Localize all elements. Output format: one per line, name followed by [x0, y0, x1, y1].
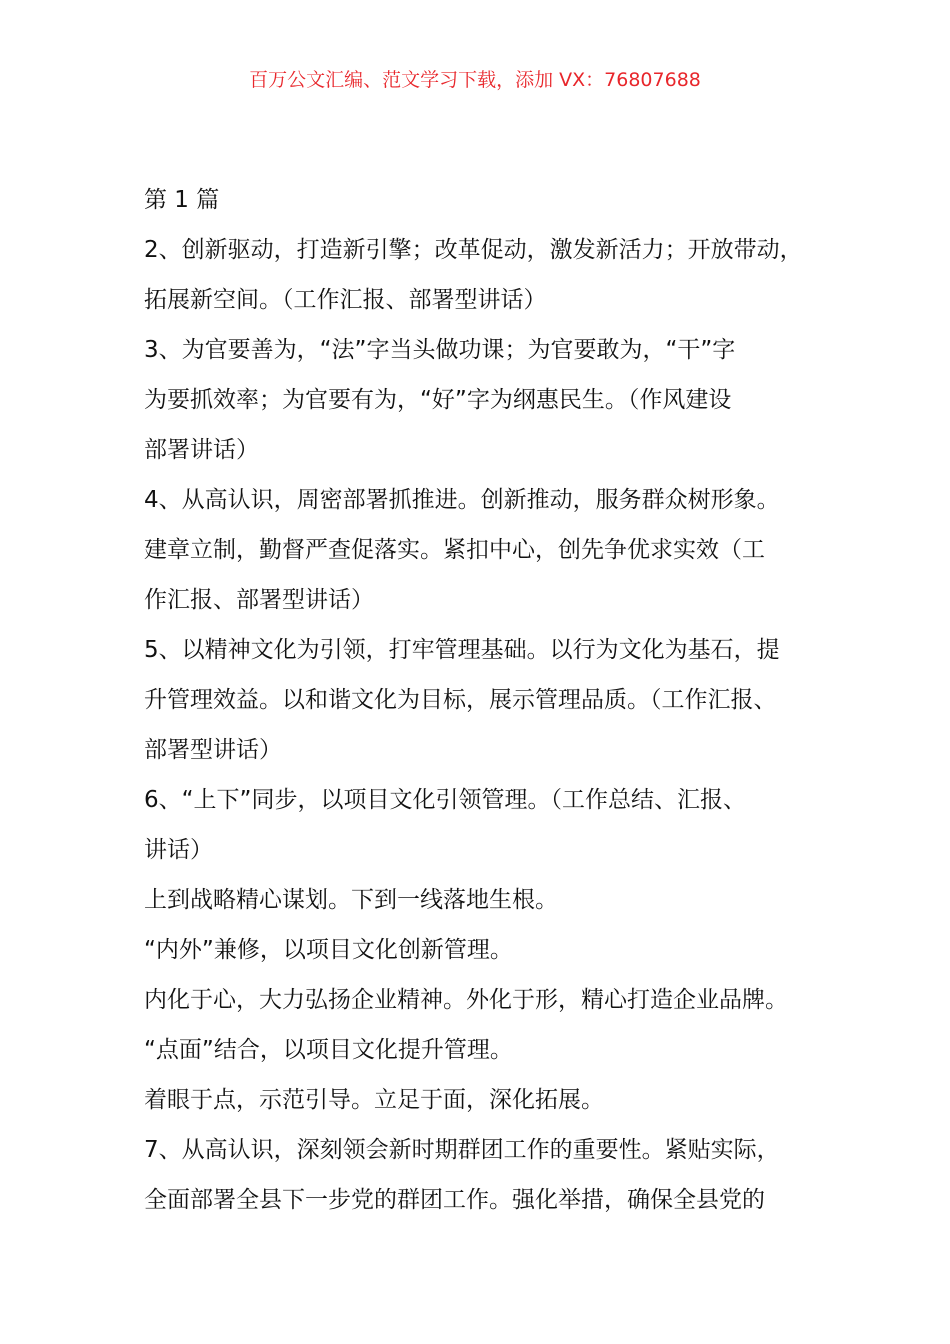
text-line: 5、以精神文化为引领，打牢管理基础。以行为文化为基石，提 — [144, 637, 780, 663]
text-line: 部署型讲话） — [144, 737, 282, 763]
text-line: 着眼于点，示范引导。立足于面，深化拓展。 — [144, 1087, 604, 1113]
text-line: 上到战略精心谋划。下到一线落地生根。 — [144, 887, 558, 913]
text-line: “点面”结合，以项目文化提升管理。 — [144, 1037, 513, 1063]
text-line: 6、“上下”同步，以项目文化引领管理。（工作总结、汇报、 — [144, 787, 746, 813]
text-line: 升管理效益。以和谐文化为目标，展示管理品质。（工作汇报、 — [144, 687, 777, 713]
section-heading: 第 1 篇 — [144, 187, 220, 213]
text-line: 作汇报、部署型讲话） — [144, 587, 374, 613]
text-line: 拓展新空间。（工作汇报、部署型讲话） — [144, 287, 547, 313]
text-line: 2、创新驱动，打造新引擎；改革促动，激发新活力；开放带动， — [144, 237, 803, 263]
text-line: 内化于心，大力弘扬企业精神。外化于形，精心打造企业品牌。 — [144, 987, 788, 1013]
text-line: 部署讲话） — [144, 437, 259, 463]
document-body — [144, 180, 834, 1230]
text-line: 全面部署全县下一步党的群团工作。强化举措，确保全县党的 — [144, 1187, 765, 1213]
text-line: 为要抓效率；为官要有为，“好”字为纲惠民生。（作风建设 — [144, 387, 732, 413]
text-line: “内外”兼修，以项目文化创新管理。 — [144, 937, 513, 963]
text-line: 3、为官要善为，“法”字当头做功课；为官要敢为，“干”字 — [144, 337, 736, 363]
text-line: 建章立制，勤督严查促落实。紧扣中心，创先争优求实效（工 — [144, 537, 765, 563]
text-line: 7、从高认识，深刻领会新时期群团工作的重要性。紧贴实际， — [144, 1137, 780, 1163]
text-line: 讲话） — [144, 837, 213, 863]
watermark-header: 百万公文汇编、范文学习下载，添加 VX：76807688 — [249, 69, 701, 91]
text-line: 4、从高认识，周密部署抓推进。创新推动，服务群众树形象。 — [144, 487, 780, 513]
